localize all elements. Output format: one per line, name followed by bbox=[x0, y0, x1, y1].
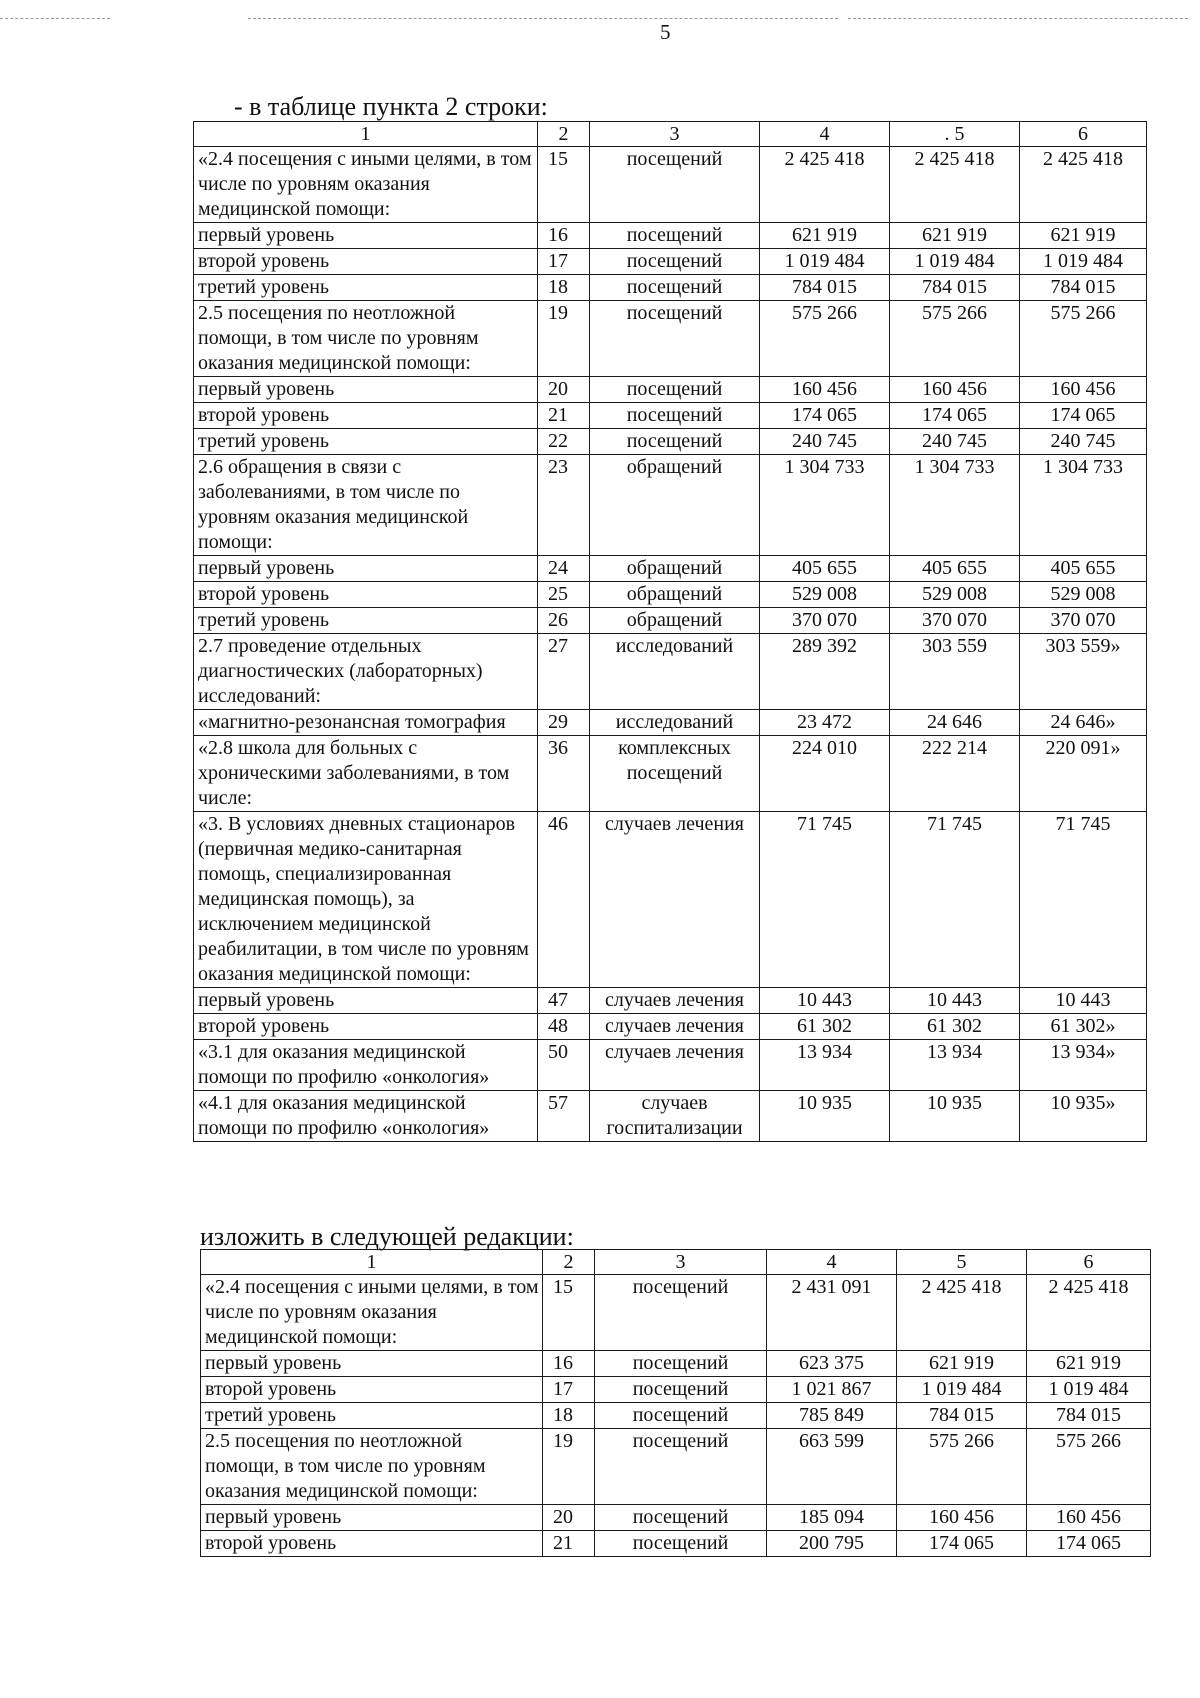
row-value-col5: 370 070 bbox=[890, 608, 1020, 634]
row-value-col6: 621 919 bbox=[1020, 223, 1147, 249]
row-value-col5: 621 919 bbox=[890, 223, 1020, 249]
row-name-cell: первый уровень bbox=[201, 1351, 543, 1377]
row-value-col6: 370 070 bbox=[1020, 608, 1147, 634]
row-unit-cell: обращений bbox=[590, 582, 760, 608]
row-code-cell: 16 bbox=[538, 223, 590, 249]
row-name-cell: третий уровень bbox=[194, 608, 538, 634]
table-row bbox=[201, 1275, 1151, 1351]
row-value-col6: 240 745 bbox=[1020, 429, 1147, 455]
table-row bbox=[194, 429, 1147, 455]
table-row bbox=[194, 988, 1147, 1014]
row-name-cell: первый уровень bbox=[194, 556, 538, 582]
row-value-col6: 1 019 484 bbox=[1027, 1377, 1151, 1403]
row-name-cell: третий уровень bbox=[194, 275, 538, 301]
row-value-col5: 2 425 418 bbox=[890, 147, 1020, 223]
row-value-col4: 13 934 bbox=[760, 1040, 890, 1091]
row-name-cell: 2.6 обращения в связи с заболеваниями, в том числе по уровням оказания медицинской помощи: bbox=[194, 455, 538, 556]
row-value-col5: 13 934 bbox=[890, 1040, 1020, 1091]
row-value-col4: 289 392 bbox=[760, 634, 890, 710]
row-value-col4: 2 431 091 bbox=[767, 1275, 897, 1351]
header-cell: 1 bbox=[201, 1250, 543, 1275]
row-unit-cell: посещений bbox=[590, 275, 760, 301]
row-value-col6: 621 919 bbox=[1027, 1351, 1151, 1377]
row-code-cell: 22 bbox=[538, 429, 590, 455]
row-code-cell: 21 bbox=[538, 403, 590, 429]
row-unit-cell: обращений bbox=[590, 455, 760, 556]
header-cell: 2 bbox=[543, 1250, 595, 1275]
table-row bbox=[201, 1351, 1151, 1377]
row-value-col6: 1 304 733 bbox=[1020, 455, 1147, 556]
row-name-cell: второй уровень bbox=[201, 1531, 543, 1557]
row-code-cell: 20 bbox=[538, 377, 590, 403]
row-value-col6: 174 065 bbox=[1020, 403, 1147, 429]
row-value-col6: 529 008 bbox=[1020, 582, 1147, 608]
row-name-cell: второй уровень bbox=[194, 403, 538, 429]
scan-artifact-line bbox=[0, 18, 110, 20]
row-value-col6: 220 091» bbox=[1020, 736, 1147, 812]
table-row bbox=[194, 301, 1147, 377]
row-code-cell: 29 bbox=[538, 710, 590, 736]
row-unit-cell: случаев лечения bbox=[590, 812, 760, 988]
table-row bbox=[194, 736, 1147, 812]
row-value-col4: 10 935 bbox=[760, 1091, 890, 1142]
header-cell: 3 bbox=[595, 1250, 767, 1275]
row-unit-cell: посещений bbox=[590, 147, 760, 223]
row-unit-cell: посещений bbox=[595, 1403, 767, 1429]
row-code-cell: 48 bbox=[538, 1014, 590, 1040]
header-cell: 4 bbox=[767, 1250, 897, 1275]
row-value-col4: 784 015 bbox=[760, 275, 890, 301]
row-unit-cell: исследований bbox=[590, 710, 760, 736]
row-value-col4: 1 304 733 bbox=[760, 455, 890, 556]
row-unit-cell: посещений bbox=[595, 1377, 767, 1403]
row-value-col6: 61 302» bbox=[1020, 1014, 1147, 1040]
table-before bbox=[193, 121, 1147, 1142]
table-row bbox=[194, 1014, 1147, 1040]
row-value-col5: 240 745 bbox=[890, 429, 1020, 455]
row-unit-cell: комплексных посещений bbox=[590, 736, 760, 812]
row-value-col5: 10 443 bbox=[890, 988, 1020, 1014]
row-code-cell: 47 bbox=[538, 988, 590, 1014]
row-value-col4: 621 919 bbox=[760, 223, 890, 249]
table-row bbox=[194, 634, 1147, 710]
row-code-cell: 25 bbox=[538, 582, 590, 608]
row-value-col5: 1 304 733 bbox=[890, 455, 1020, 556]
row-code-cell: 50 bbox=[538, 1040, 590, 1091]
row-value-col5: 405 655 bbox=[890, 556, 1020, 582]
row-unit-cell: посещений bbox=[590, 403, 760, 429]
row-value-col5: 174 065 bbox=[897, 1531, 1027, 1557]
row-unit-cell: посещений bbox=[595, 1531, 767, 1557]
header-cell: 6 bbox=[1027, 1250, 1151, 1275]
row-value-col5: 1 019 484 bbox=[897, 1377, 1027, 1403]
row-value-col4: 2 425 418 bbox=[760, 147, 890, 223]
row-unit-cell: случаев лечения bbox=[590, 1040, 760, 1091]
row-code-cell: 24 bbox=[538, 556, 590, 582]
row-value-col5: 784 015 bbox=[897, 1403, 1027, 1429]
row-value-col6: 13 934» bbox=[1020, 1040, 1147, 1091]
row-name-cell: «2.8 школа для больных с хроническими заболеваниями, в том числе: bbox=[194, 736, 538, 812]
row-value-col5: 303 559 bbox=[890, 634, 1020, 710]
row-name-cell: 2.5 посещения по неотложной помощи, в том числе по уровням оказания медицинской помощи: bbox=[201, 1429, 543, 1505]
row-value-col6: 303 559» bbox=[1020, 634, 1147, 710]
row-value-col4: 663 599 bbox=[767, 1429, 897, 1505]
row-name-cell: «3. В условиях дневных стационаров (первичная медико-санитарная помощь, специализированная медицинская помощь), за исключением медицинской реабилитации, в том числе по уровням оказания медицинской помощи: bbox=[194, 812, 538, 988]
row-value-col6: 2 425 418 bbox=[1020, 147, 1147, 223]
row-value-col5: 24 646 bbox=[890, 710, 1020, 736]
row-value-col4: 185 094 bbox=[767, 1505, 897, 1531]
row-code-cell: 15 bbox=[543, 1275, 595, 1351]
row-value-col6: 10 443 bbox=[1020, 988, 1147, 1014]
table-row bbox=[194, 377, 1147, 403]
row-value-col4: 200 795 bbox=[767, 1531, 897, 1557]
row-value-col5: 71 745 bbox=[890, 812, 1020, 988]
row-value-col5: 575 266 bbox=[890, 301, 1020, 377]
row-unit-cell: посещений bbox=[590, 223, 760, 249]
row-value-col4: 160 456 bbox=[760, 377, 890, 403]
row-value-col5: 61 302 bbox=[890, 1014, 1020, 1040]
table-row bbox=[194, 147, 1147, 223]
row-value-col4: 174 065 bbox=[760, 403, 890, 429]
row-unit-cell: случаев госпитализации bbox=[590, 1091, 760, 1142]
table-row bbox=[194, 403, 1147, 429]
row-code-cell: 19 bbox=[538, 301, 590, 377]
row-name-cell: второй уровень bbox=[194, 1014, 538, 1040]
header-cell: 3 bbox=[590, 122, 760, 147]
row-value-col4: 529 008 bbox=[760, 582, 890, 608]
row-value-col6: 174 065 bbox=[1027, 1531, 1151, 1557]
row-value-col6: 784 015 bbox=[1020, 275, 1147, 301]
row-value-col6: 160 456 bbox=[1020, 377, 1147, 403]
header-cell: 5 bbox=[897, 1250, 1027, 1275]
row-value-col6: 405 655 bbox=[1020, 556, 1147, 582]
table-row bbox=[194, 710, 1147, 736]
row-code-cell: 15 bbox=[538, 147, 590, 223]
row-unit-cell: посещений bbox=[590, 301, 760, 377]
row-value-col5: 575 266 bbox=[897, 1429, 1027, 1505]
row-code-cell: 21 bbox=[543, 1531, 595, 1557]
row-value-col5: 222 214 bbox=[890, 736, 1020, 812]
table-row bbox=[201, 1403, 1151, 1429]
row-value-col4: 23 472 bbox=[760, 710, 890, 736]
table-row bbox=[194, 582, 1147, 608]
row-code-cell: 17 bbox=[538, 249, 590, 275]
table-row bbox=[201, 1377, 1151, 1403]
row-value-col4: 71 745 bbox=[760, 812, 890, 988]
scan-artifact-line bbox=[848, 18, 1188, 20]
row-value-col4: 575 266 bbox=[760, 301, 890, 377]
row-unit-cell: посещений bbox=[595, 1275, 767, 1351]
table-row bbox=[194, 556, 1147, 582]
row-value-col5: 174 065 bbox=[890, 403, 1020, 429]
row-value-col5: 529 008 bbox=[890, 582, 1020, 608]
table-row bbox=[194, 1091, 1147, 1142]
row-name-cell: «4.1 для оказания медицинской помощи по профилю «онкология» bbox=[194, 1091, 538, 1142]
row-unit-cell: посещений bbox=[590, 377, 760, 403]
row-code-cell: 27 bbox=[538, 634, 590, 710]
row-value-col4: 1 019 484 bbox=[760, 249, 890, 275]
table-row bbox=[201, 1531, 1151, 1557]
row-value-col6: 160 456 bbox=[1027, 1505, 1151, 1531]
intro-text: - в таблице пункта 2 строки: bbox=[234, 92, 548, 121]
row-value-col5: 621 919 bbox=[897, 1351, 1027, 1377]
table-header-row bbox=[194, 122, 1147, 147]
row-name-cell: первый уровень bbox=[194, 988, 538, 1014]
row-value-col5: 160 456 bbox=[890, 377, 1020, 403]
row-name-cell: «3.1 для оказания медицинской помощи по профилю «онкология» bbox=[194, 1040, 538, 1091]
row-value-col4: 785 849 bbox=[767, 1403, 897, 1429]
table-row bbox=[194, 223, 1147, 249]
row-unit-cell: случаев лечения bbox=[590, 988, 760, 1014]
row-code-cell: 26 bbox=[538, 608, 590, 634]
row-value-col4: 61 302 bbox=[760, 1014, 890, 1040]
row-unit-cell: случаев лечения bbox=[590, 1014, 760, 1040]
table-row bbox=[194, 1040, 1147, 1091]
row-name-cell: второй уровень bbox=[194, 582, 538, 608]
row-unit-cell: посещений bbox=[590, 429, 760, 455]
row-unit-cell: обращений bbox=[590, 608, 760, 634]
row-code-cell: 19 bbox=[543, 1429, 595, 1505]
row-value-col4: 370 070 bbox=[760, 608, 890, 634]
table-header-row bbox=[201, 1250, 1151, 1275]
row-value-col6: 2 425 418 bbox=[1027, 1275, 1151, 1351]
table-row bbox=[194, 812, 1147, 988]
row-name-cell: второй уровень bbox=[194, 249, 538, 275]
row-code-cell: 17 bbox=[543, 1377, 595, 1403]
row-value-col6: 784 015 bbox=[1027, 1403, 1151, 1429]
row-code-cell: 36 bbox=[538, 736, 590, 812]
row-value-col6: 10 935» bbox=[1020, 1091, 1147, 1142]
table-row bbox=[194, 275, 1147, 301]
row-code-cell: 20 bbox=[543, 1505, 595, 1531]
row-value-col4: 10 443 bbox=[760, 988, 890, 1014]
row-unit-cell: посещений bbox=[590, 249, 760, 275]
row-value-col6: 71 745 bbox=[1020, 812, 1147, 988]
row-code-cell: 16 bbox=[543, 1351, 595, 1377]
row-unit-cell: посещений bbox=[595, 1351, 767, 1377]
header-cell: 1 bbox=[194, 122, 538, 147]
row-unit-cell: посещений bbox=[595, 1429, 767, 1505]
row-value-col5: 784 015 bbox=[890, 275, 1020, 301]
row-code-cell: 18 bbox=[543, 1403, 595, 1429]
header-cell: 6 bbox=[1020, 122, 1147, 147]
row-value-col5: 1 019 484 bbox=[890, 249, 1020, 275]
row-code-cell: 46 bbox=[538, 812, 590, 988]
header-cell: 4 bbox=[760, 122, 890, 147]
row-name-cell: «магнитно-резонансная томография bbox=[194, 710, 538, 736]
row-value-col5: 2 425 418 bbox=[897, 1275, 1027, 1351]
table-row bbox=[194, 455, 1147, 556]
header-cell: . 5 bbox=[890, 122, 1020, 147]
row-code-cell: 23 bbox=[538, 455, 590, 556]
row-value-col6: 575 266 bbox=[1020, 301, 1147, 377]
table-after bbox=[200, 1249, 1151, 1557]
header-cell: 2 bbox=[538, 122, 590, 147]
table-row bbox=[201, 1505, 1151, 1531]
row-value-col4: 405 655 bbox=[760, 556, 890, 582]
row-value-col4: 240 745 bbox=[760, 429, 890, 455]
row-name-cell: первый уровень bbox=[194, 223, 538, 249]
row-value-col6: 24 646» bbox=[1020, 710, 1147, 736]
row-name-cell: 2.7 проведение отдельных диагностических (лабораторных) исследований: bbox=[194, 634, 538, 710]
table-row bbox=[194, 249, 1147, 275]
row-name-cell: третий уровень bbox=[194, 429, 538, 455]
row-value-col4: 1 021 867 bbox=[767, 1377, 897, 1403]
row-name-cell: 2.5 посещения по неотложной помощи, в том числе по уровням оказания медицинской помощи: bbox=[194, 301, 538, 377]
row-name-cell: «2.4 посещения с иными целями, в том числе по уровням оказания медицинской помощи: bbox=[201, 1275, 543, 1351]
row-value-col5: 160 456 bbox=[897, 1505, 1027, 1531]
page-number: 5 bbox=[660, 20, 671, 44]
row-unit-cell: обращений bbox=[590, 556, 760, 582]
row-name-cell: первый уровень bbox=[201, 1505, 543, 1531]
table-row bbox=[194, 608, 1147, 634]
table-row bbox=[201, 1429, 1151, 1505]
row-name-cell: первый уровень bbox=[194, 377, 538, 403]
row-value-col6: 1 019 484 bbox=[1020, 249, 1147, 275]
scan-artifact-line bbox=[248, 18, 838, 20]
outro-text: изложить в следующей редакции: bbox=[200, 1222, 574, 1251]
row-code-cell: 18 bbox=[538, 275, 590, 301]
row-code-cell: 57 bbox=[538, 1091, 590, 1142]
row-value-col4: 224 010 bbox=[760, 736, 890, 812]
row-value-col4: 623 375 bbox=[767, 1351, 897, 1377]
row-unit-cell: исследований bbox=[590, 634, 760, 710]
row-name-cell: третий уровень bbox=[201, 1403, 543, 1429]
row-value-col5: 10 935 bbox=[890, 1091, 1020, 1142]
row-value-col6: 575 266 bbox=[1027, 1429, 1151, 1505]
row-name-cell: «2.4 посещения с иными целями, в том числе по уровням оказания медицинской помощи: bbox=[194, 147, 538, 223]
row-name-cell: второй уровень bbox=[201, 1377, 543, 1403]
row-unit-cell: посещений bbox=[595, 1505, 767, 1531]
